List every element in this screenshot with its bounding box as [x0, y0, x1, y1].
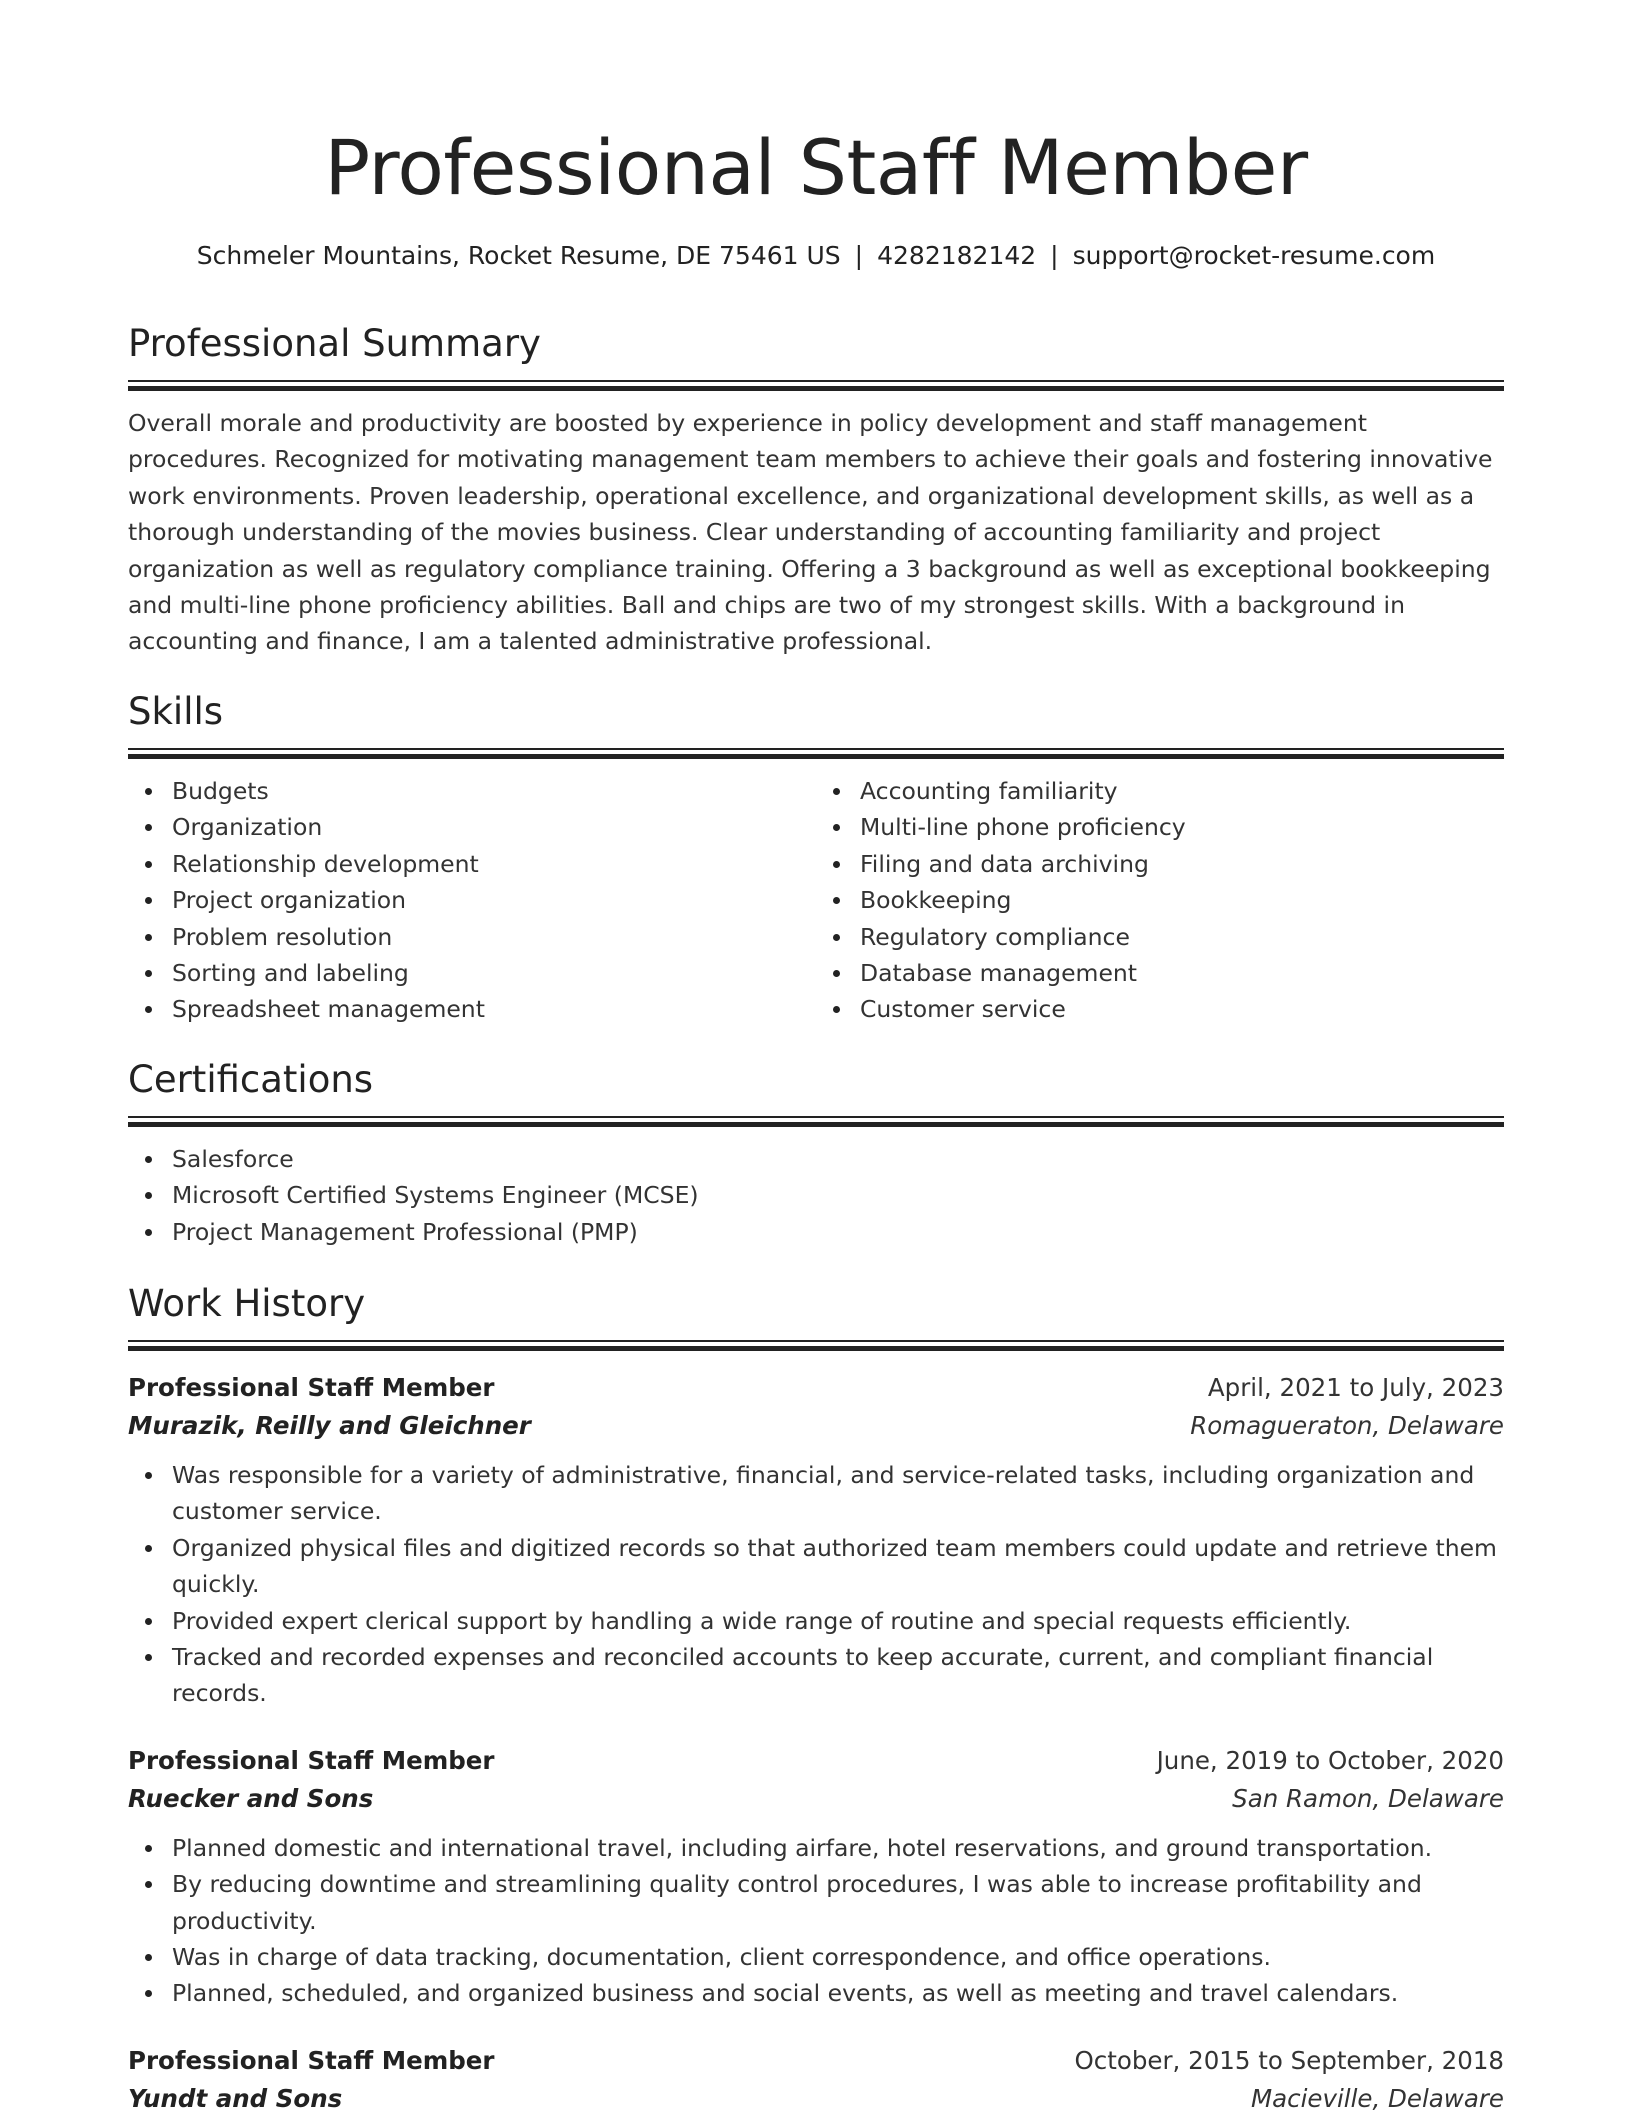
contact-phone: 4282182142	[877, 241, 1037, 270]
certification-item: Microsoft Certified Systems Engineer (MCSE)	[172, 1177, 1504, 1213]
summary-section	[128, 320, 1504, 660]
skill-item: Organization	[172, 809, 816, 845]
job-duty-item: Was responsible for a variety of administrative, financial, and service-related tasks, including organization and customer service.	[172, 1457, 1504, 1530]
job-duty-item: Organized physical files and digitized records so that authorized team members could update and retrieve them quickly.	[172, 1530, 1504, 1603]
job-title: Professional Staff Member	[128, 1745, 495, 1775]
job-duties-list	[128, 1830, 1504, 2012]
skill-item: Database management	[860, 955, 1504, 991]
job-company: Ruecker and Sons	[128, 1783, 374, 1813]
skills-section	[128, 688, 1504, 1028]
certification-item: Salesforce	[172, 1141, 1504, 1177]
job-company-row	[128, 2080, 1504, 2118]
contact-address: Schmeler Mountains, Rocket Resume, DE 75461 US	[196, 241, 841, 270]
certifications-heading: Certifications	[128, 1058, 374, 1101]
resume-page	[128, 0, 1504, 2112]
skills-column-right	[816, 773, 1504, 1028]
job-title: Professional Staff Member	[128, 2045, 495, 2075]
job-company-row	[128, 1780, 1504, 1818]
summary-text: Overall morale and productivity are boosted by experience in policy development and staff management procedures. Recognized for motivating management team members to achieve their goals and fostering innovative work environments. Proven leadership, operational excellence, and organizational development skills, as well as a thorough understanding of the movies business. Clear understanding of accounting familiarity and project organization as well as regulatory compliance training. Offering a 3 background as well as exceptional bookkeeping and multi-line phone proficiency abilities. Ball and chips are two of my strongest skills. With a background in accounting and finance, I am a talented administrative professional.	[128, 409, 1493, 656]
skill-item: Multi-line phone proficiency	[860, 809, 1504, 845]
job-header-row	[128, 1369, 1504, 1407]
job-dates: April, 2021 to July, 2023	[1207, 1373, 1504, 1402]
job-entry	[128, 1369, 1504, 1712]
skills-list-left	[128, 773, 816, 1028]
certifications-list	[128, 1141, 1504, 1250]
job-location: Macieville, Delaware	[1250, 2083, 1504, 2113]
skill-item: Sorting and labeling	[172, 955, 816, 991]
job-duty-item: Provided expert clerical support by handling a wide range of routine and special requests efficiently.	[172, 1603, 1504, 1639]
skill-item: Regulatory compliance	[860, 919, 1504, 955]
section-divider	[128, 1340, 1504, 1351]
job-header-row	[128, 2042, 1504, 2080]
job-company-row	[128, 1407, 1504, 1445]
section-divider	[128, 380, 1504, 391]
contact-line	[128, 238, 1504, 274]
job-duty-item: By reducing downtime and streamlining quality control procedures, I was able to increase profitability and productivity.	[172, 1866, 1504, 1939]
job-duty-item: Planned domestic and international travel, including airfare, hotel reservations, and ground transportation.	[172, 1830, 1504, 1866]
skills-column-left	[128, 773, 816, 1028]
job-entry	[128, 1742, 1504, 2012]
skill-item: Budgets	[172, 773, 816, 809]
section-divider	[128, 748, 1504, 759]
contact-separator: |	[854, 241, 864, 270]
job-duties-list	[128, 1457, 1504, 1712]
skill-item: Project organization	[172, 882, 816, 918]
skill-item: Bookkeeping	[860, 882, 1504, 918]
job-company: Murazik, Reilly and Gleichner	[128, 1411, 531, 1440]
job-header-row	[128, 1742, 1504, 1780]
job-title: Professional Staff Member	[128, 1373, 495, 1402]
skill-item: Filing and data archiving	[860, 846, 1504, 882]
skill-item: Spreadsheet management	[172, 991, 816, 1027]
work-history-heading: Work History	[128, 1282, 366, 1325]
skills-heading: Skills	[128, 690, 224, 733]
skill-item: Customer service	[860, 991, 1504, 1027]
job-company: Yundt and Sons	[128, 2083, 343, 2113]
job-duty-item: Was in charge of data tracking, documentation, client correspondence, and office operations.	[172, 1939, 1504, 1975]
job-dates: October, 2015 to September, 2018	[1074, 2045, 1504, 2075]
job-location: Romagueraton, Delaware	[1190, 1411, 1504, 1440]
skill-item: Problem resolution	[172, 919, 816, 955]
job-entry	[128, 2042, 1504, 2118]
job-duty-item: Tracked and recorded expenses and reconciled accounts to keep accurate, current, and compliant financial records.	[172, 1639, 1504, 1712]
contact-email: support@rocket-resume.com	[1072, 241, 1436, 270]
contact-separator: |	[1050, 241, 1059, 270]
job-location: San Ramon, Delaware	[1232, 1783, 1504, 1813]
candidate-name: Professional Staff Member	[324, 123, 1308, 212]
section-divider	[128, 1116, 1504, 1127]
skills-grid	[128, 773, 1504, 1028]
skill-item: Accounting familiarity	[860, 773, 1504, 809]
certification-item: Project Management Professional (PMP)	[172, 1214, 1504, 1250]
skills-list-right	[816, 773, 1504, 1028]
summary-heading: Professional Summary	[128, 322, 541, 365]
work-history-section	[128, 1280, 1504, 2118]
skill-item: Relationship development	[172, 846, 816, 882]
certifications-section	[128, 1056, 1504, 1250]
job-duty-item: Planned, scheduled, and organized business and social events, as well as meeting and travel calendars.	[172, 1975, 1504, 2011]
job-dates: June, 2019 to October, 2020	[1156, 1745, 1504, 1775]
